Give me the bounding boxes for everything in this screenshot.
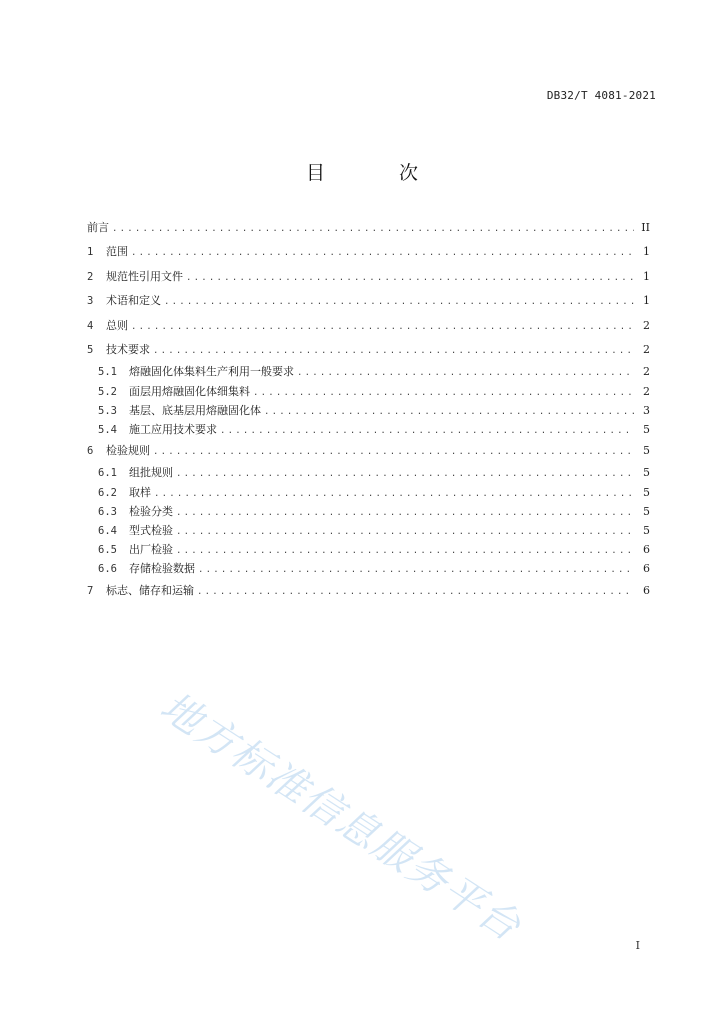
toc-dot-leader <box>154 485 634 502</box>
toc-dot-leader <box>176 465 634 482</box>
toc-entry-label: 标志、储存和运输 <box>106 583 194 597</box>
toc-entry-label: 术语和定义 <box>106 294 161 308</box>
toc-entry-page: 1 <box>643 245 650 259</box>
toc-entry-label: 基层、底基层用熔融固化体 <box>129 403 261 417</box>
toc-entry-number: 1 <box>87 246 94 259</box>
toc-entry[interactable] <box>87 439 650 463</box>
toc-entry-number: 6.2 <box>98 486 117 499</box>
toc-entry-number: 3 <box>87 295 94 308</box>
toc-dot-leader <box>176 523 634 540</box>
toc-entry-page: 5 <box>643 422 650 436</box>
toc-dot-leader <box>153 339 634 362</box>
toc-dot-leader <box>176 504 634 521</box>
toc-entry-label: 检验分类 <box>129 504 173 518</box>
toc-entry-page: 6 <box>643 583 650 597</box>
toc-entry-label: 存储检验数据 <box>129 562 195 576</box>
toc-entry-label: 熔融固化体集料生产利用一般要求 <box>129 365 294 379</box>
toc-entry-page: 1 <box>643 294 650 308</box>
toc-entry-page: 3 <box>643 403 650 417</box>
toc-entry[interactable] <box>87 382 650 401</box>
toc-entry-label: 总则 <box>106 318 128 332</box>
toc-entry[interactable] <box>87 463 650 482</box>
toc-entry-page: 2 <box>643 318 650 332</box>
toc-entry-page: 2 <box>643 342 650 356</box>
toc-dot-leader <box>264 403 634 420</box>
toc-entry-page: 5 <box>643 444 650 458</box>
toc-entry-label: 规范性引用文件 <box>106 269 183 283</box>
toc-entry-label: 型式检验 <box>129 524 173 538</box>
toc-entry[interactable] <box>87 420 650 439</box>
toc-entry[interactable] <box>87 265 650 289</box>
toc-entry[interactable] <box>87 314 650 338</box>
toc-entry[interactable] <box>87 289 650 313</box>
toc-entry[interactable] <box>87 502 650 521</box>
toc-dot-leader <box>198 561 634 578</box>
toc-entry-page: 5 <box>643 504 650 518</box>
toc-entry-page: 6 <box>643 543 650 557</box>
toc-entry-number: 4 <box>87 319 94 332</box>
toc-entry-page: 5 <box>643 524 650 538</box>
toc-dot-leader <box>297 364 634 381</box>
toc-entry-number: 5.4 <box>98 423 117 436</box>
toc-entry-number: 7 <box>87 584 94 597</box>
toc-entry-number: 6.3 <box>98 505 117 518</box>
toc-entry-page: II <box>641 221 650 234</box>
toc-dot-leader <box>220 422 634 439</box>
toc-entry[interactable] <box>87 521 650 540</box>
toc-entry-number: 6 <box>87 445 94 458</box>
toc-dot-leader <box>186 266 634 289</box>
toc-dot-leader <box>253 384 634 401</box>
toc-dot-leader <box>176 542 634 559</box>
toc-entry-number: 6.6 <box>98 563 117 576</box>
toc-entry-number: 5.2 <box>98 385 117 398</box>
toc-entry-label: 组批规则 <box>129 466 173 480</box>
toc-dot-leader <box>153 440 634 463</box>
toc-entry[interactable] <box>87 338 650 362</box>
toc-entry[interactable] <box>87 483 650 502</box>
toc-entry-page: 1 <box>643 269 650 283</box>
toc-entry-number: 5.3 <box>98 404 117 417</box>
toc-title: 目 次 <box>305 162 453 184</box>
toc-dot-leader <box>112 217 634 240</box>
toc-entry-label: 面层用熔融固化体细集料 <box>129 384 250 398</box>
toc-entry-page: 5 <box>643 466 650 480</box>
toc-entry-number: 5.1 <box>98 366 117 379</box>
watermark: 地方标准信息服务平台 <box>152 683 530 951</box>
toc-entry-number: 6.1 <box>98 467 117 480</box>
toc-entry-label: 范围 <box>106 245 128 259</box>
toc-dot-leader <box>164 290 634 313</box>
toc-dot-leader <box>197 580 634 603</box>
toc-entry-label: 检验规则 <box>106 444 150 458</box>
toc-entry[interactable] <box>87 240 650 264</box>
page-number: I <box>635 939 640 952</box>
toc-entry[interactable] <box>87 579 650 603</box>
toc-entry-page: 6 <box>643 562 650 576</box>
toc-entry-label: 出厂检验 <box>129 543 173 557</box>
toc-entry-number: 5 <box>87 343 94 356</box>
toc-dot-leader <box>131 241 634 264</box>
toc-entry-number: 6.5 <box>98 544 117 557</box>
toc-entry[interactable] <box>87 540 650 559</box>
table-of-contents <box>87 216 650 603</box>
document-code: DB32/T 4081-2021 <box>546 89 656 102</box>
toc-entry-label: 前言 <box>87 221 109 234</box>
toc-entry-number: 2 <box>87 270 94 283</box>
toc-entry[interactable] <box>87 216 650 240</box>
toc-entry[interactable] <box>87 559 650 578</box>
toc-entry-page: 2 <box>643 384 650 398</box>
toc-entry[interactable] <box>87 362 650 381</box>
toc-entry-page: 5 <box>643 485 650 499</box>
toc-dot-leader <box>131 315 634 338</box>
toc-entry-label: 施工应用技术要求 <box>129 422 217 436</box>
toc-entry[interactable] <box>87 401 650 420</box>
toc-entry-label: 技术要求 <box>106 342 150 356</box>
toc-entry-label: 取样 <box>129 485 151 499</box>
toc-entry-page: 2 <box>643 365 650 379</box>
toc-entry-number: 6.4 <box>98 525 117 538</box>
